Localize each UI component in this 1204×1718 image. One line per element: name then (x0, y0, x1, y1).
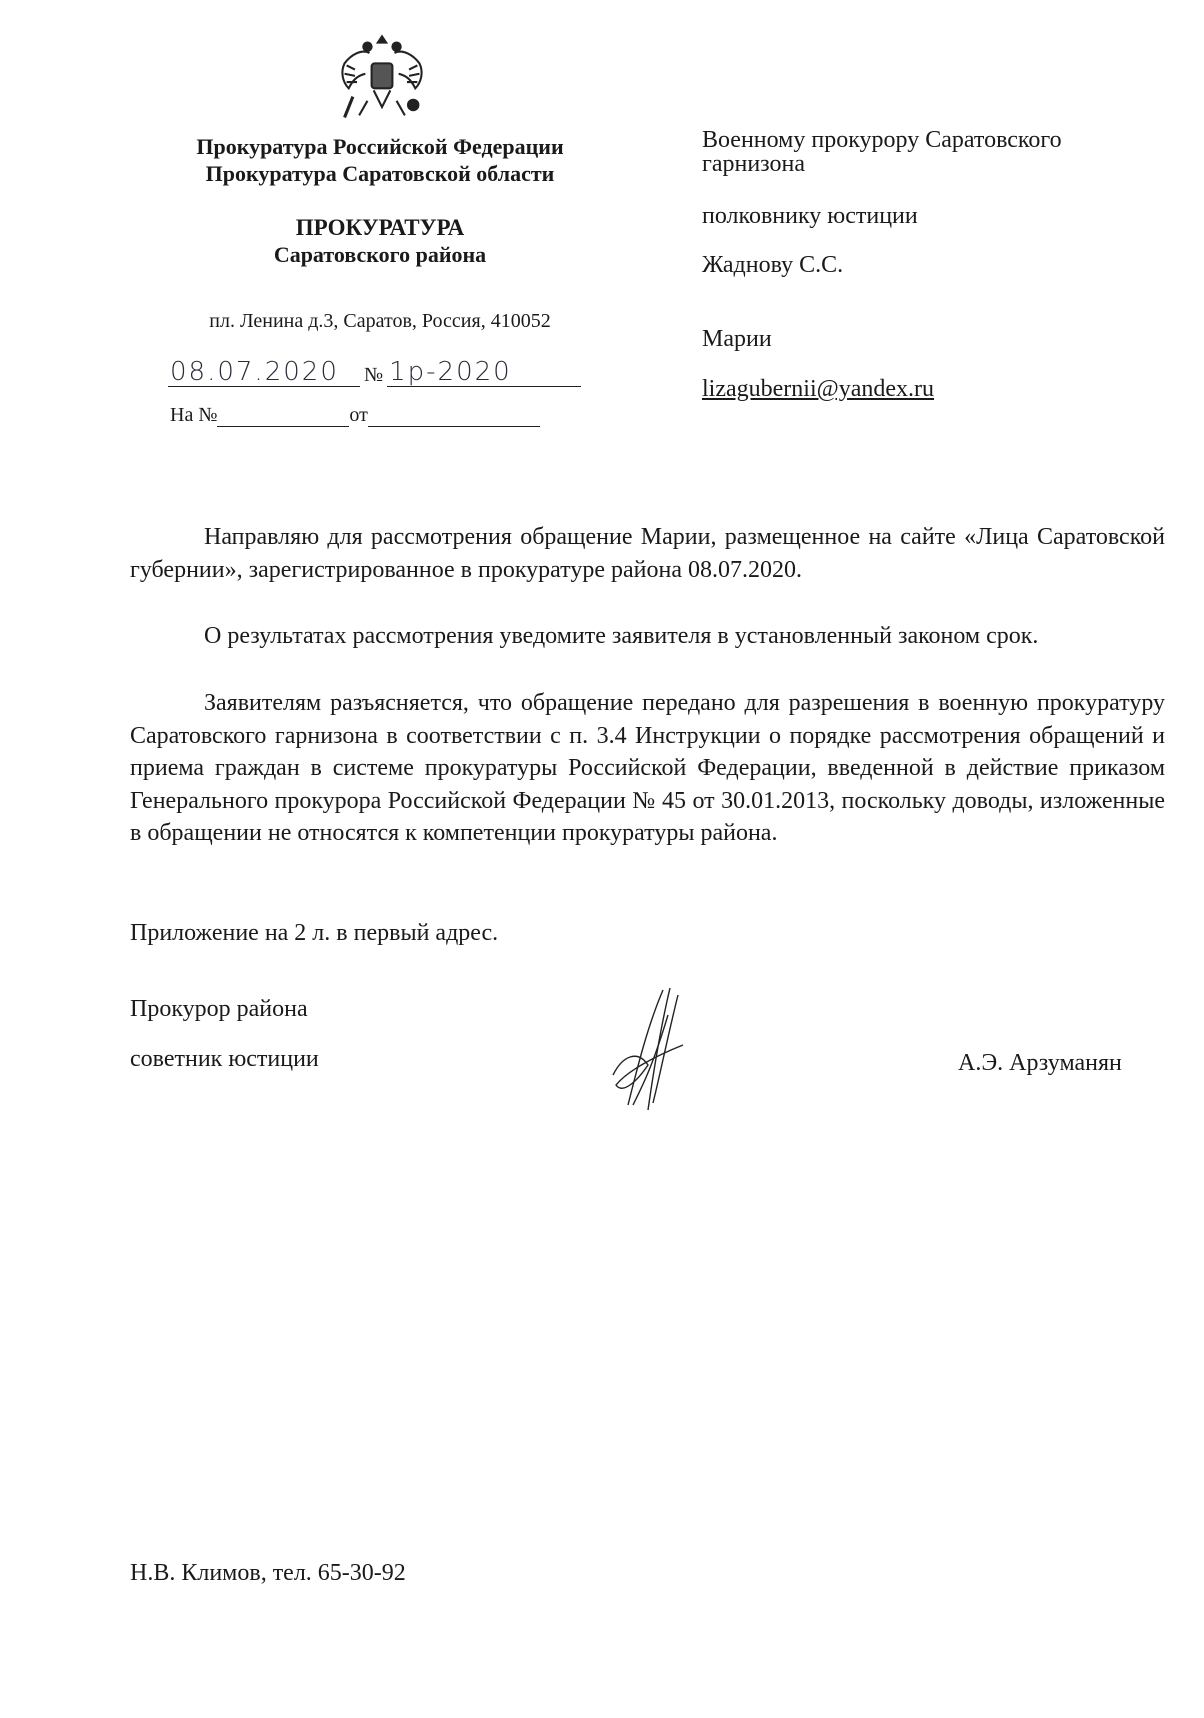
registration-number: 1р-2020 (387, 358, 581, 387)
recipient-email-link[interactable]: lizagubernii@yandex.ru (702, 376, 935, 402)
org-line-2: Прокуратура Саратовской области (205, 161, 555, 186)
recipient-name: Жаднову С.С. (702, 252, 844, 278)
recipient-line-1: Военному прокурору Саратовского (702, 127, 1062, 153)
office-title: ПРОКУРАТУРА (295, 215, 465, 240)
signature-icon (608, 985, 688, 1115)
registration-date: 08.07.2020 (168, 358, 360, 387)
coat-of-arms-icon (330, 28, 434, 132)
signatory-rank: советник юстиции (130, 1046, 319, 1072)
recipient-line-2: гарнизона (702, 151, 806, 177)
registration-line (168, 358, 581, 387)
copy-recipient: Марии (702, 326, 772, 352)
reply-number-blank (217, 408, 349, 427)
letterhead-office (150, 214, 610, 268)
office-address: пл. Ленина д.3, Саратов, Россия, 410052 (209, 310, 551, 332)
body-paragraph-3: Заявителям разъясняется, что обращение передано для разрешения в военную прокуратуру Саратовского гарнизона в соответствии с п. 3.4 Инструкции о порядке рассмотрения обращений и приема граждан в системе прокуратуры Российской Федерации, введенной в действие приказом Генерального прокурора Российской Федерации № 45 от 30.01.2013, поскольку доводы, изложенные в обращении не относятся к компетенции прокуратуры района. (130, 690, 1165, 846)
body-paragraph-2: О результатах рассмотрения уведомите заявителя в установленный законом срок. (204, 623, 1039, 649)
signatory-name: А.Э. Арзуманян (958, 1050, 1122, 1076)
letterhead-org (150, 133, 610, 187)
recipient-title (702, 128, 1062, 176)
reply-date-blank (368, 408, 540, 427)
appendix-note: Приложение на 2 л. в первый адрес. (130, 920, 499, 946)
office-subtitle: Саратовского района (273, 242, 487, 267)
recipient-rank: полковнику юстиции (702, 203, 918, 229)
executor-contact: Н.В. Климов, тел. 65-30-92 (130, 1560, 406, 1586)
reply-to-label: На № (170, 404, 218, 426)
body-paragraph-1: Направляю для рассмотрения обращение Марии, размещенное на сайте «Лица Саратовской губернии», зарегистрированное в прокуратуре района 08.07.2020. (130, 524, 1165, 583)
reply-reference-line (170, 404, 540, 427)
reply-from-label: от (349, 404, 368, 426)
org-line-1: Прокуратура Российской Федерации (196, 134, 564, 159)
signatory-position: Прокурор района (130, 996, 308, 1022)
number-sign: № (364, 364, 384, 386)
